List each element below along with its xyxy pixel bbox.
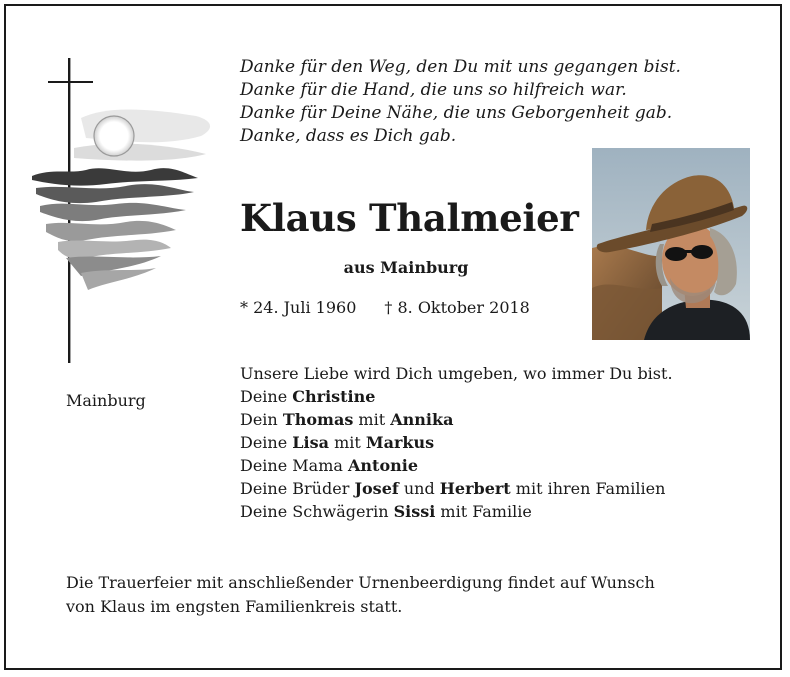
- cross-sunset-motif: [26, 58, 226, 368]
- deceased-origin: aus Mainburg: [343, 258, 469, 277]
- death-date: † 8. Oktober 2018: [384, 298, 530, 317]
- deceased-name: Klaus Thalmeier: [240, 196, 579, 240]
- mourner-text: Deine Schwägerin: [240, 502, 394, 521]
- mourner-line: [240, 431, 673, 454]
- poem-line: Danke, dass es Dich gab.: [240, 126, 457, 146]
- funeral-notice: [66, 571, 766, 619]
- poem-line: Danke für Deine Nähe, die uns Geborgenheit gab.: [240, 103, 673, 123]
- mourner-name: Josef: [354, 479, 399, 498]
- mourner-line: [240, 500, 673, 523]
- mourner-name: Lisa: [292, 433, 329, 452]
- mourner-text: Deine Brüder: [240, 479, 355, 498]
- mourner-text: und: [398, 479, 440, 498]
- mourners-intro: Unsere Liebe wird Dich umgeben, wo immer Du bist.: [240, 364, 673, 383]
- mourner-text: Dein: [240, 410, 283, 429]
- mourner-name: Annika: [390, 410, 454, 429]
- birth-date: * 24. Juli 1960: [240, 298, 357, 317]
- life-dates: [240, 298, 530, 317]
- mourner-text: Deine Mama: [240, 456, 348, 475]
- place-label: Mainburg: [66, 391, 146, 410]
- mourner-text: Deine: [240, 433, 293, 452]
- portrait-photo: [592, 148, 750, 340]
- mourner-line: [240, 477, 673, 500]
- poem: [240, 56, 740, 148]
- mourner-line: [240, 408, 673, 431]
- mourner-text: Deine: [240, 387, 293, 406]
- notice-line: von Klaus im engsten Familienkreis statt.: [66, 597, 403, 616]
- mourner-name: Christine: [292, 387, 376, 406]
- mourner-name: Herbert: [439, 479, 511, 498]
- mourner-name: Markus: [365, 433, 435, 452]
- mourner-name: Antonie: [348, 456, 418, 475]
- mourner-text: mit Familie: [435, 502, 532, 521]
- poem-line: Danke für den Weg, den Du mit uns gegangen bist.: [240, 57, 681, 77]
- mourner-text: mit: [353, 410, 391, 429]
- poem-line: Danke für die Hand, die uns so hilfreich war.: [240, 80, 627, 100]
- mourners-block: [240, 362, 673, 523]
- mourner-name: Sissi: [393, 502, 436, 521]
- mourner-name: Thomas: [282, 410, 354, 429]
- mourner-text: mit: [328, 433, 366, 452]
- mourner-text: mit ihren Familien: [510, 479, 666, 498]
- notice-line: Die Trauerfeier mit anschließender Urnenbeerdigung findet auf Wunsch: [66, 573, 655, 592]
- mourner-line: [240, 454, 673, 477]
- mourner-line: [240, 385, 673, 408]
